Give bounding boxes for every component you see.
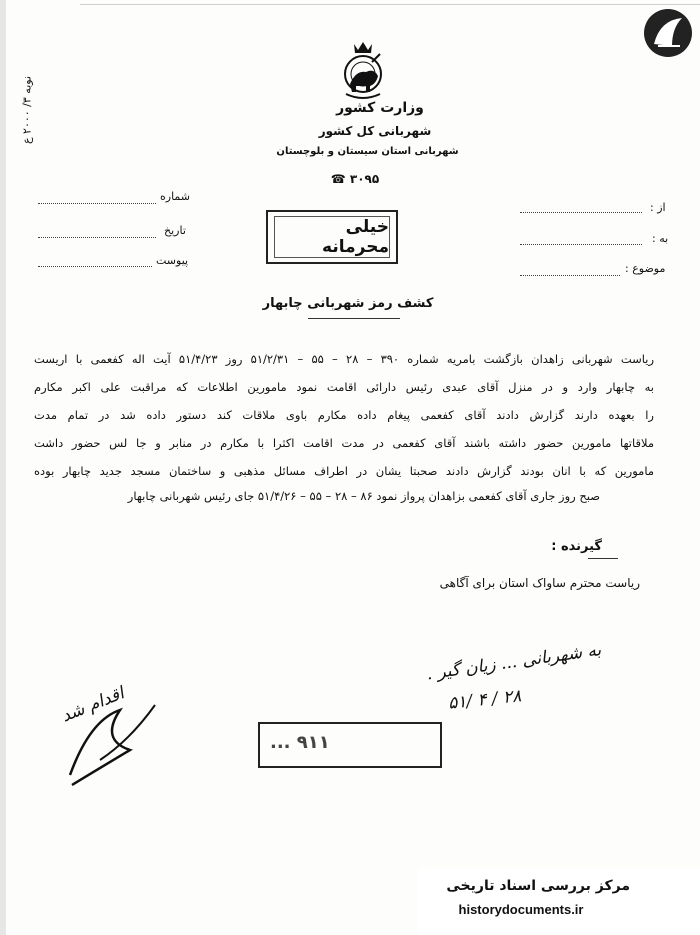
body-line-1: ریاست شهربانی زاهدان بازگشت بامریه شماره ۳۹۰ – ۲۸ – ۵۵ – ۵۱/۲/۳۱ روز ۵۱/۴/۲۳ آیت اله کفعمی با اریست (34, 352, 655, 366)
side-code: نوبه ۳/ ۲۰۰۰ ع (20, 75, 34, 145)
number-label: شماره (160, 190, 191, 203)
ministry-title: وزارت کشور (336, 100, 424, 116)
signature-scrawl (60, 680, 180, 790)
archive-logo-icon (642, 6, 694, 60)
archive-stamp: ۹۱۱ ... (258, 722, 442, 768)
body-line-5: مامورین که با انان بودند گزارش دادند صحبتا یشان در اطراف مسائل مذهبی و ساختمان مسجد جدید چابهار بوده (34, 464, 654, 478)
body-line-2: به چابهار وارد و در منزل آقای عبدی رئیس دارائی اقامت نمود مامورین اطلاعات که مراقبت علی اکبر مکارم (34, 380, 654, 394)
attachment-label: پیوست (156, 254, 189, 267)
document-heading: کشف رمز شهربانی چابهار (262, 296, 434, 311)
body-line-3: را بعهده دارند گزارش دادند آقای کفعمی پیغام داده مکارم باوی ملاقات کند دستور داده شد در تمام مدت (34, 408, 654, 422)
from-label: از : (650, 201, 666, 214)
subject-label: موضوع : (625, 262, 666, 275)
handwritten-margin-note: اقدام شد (58, 683, 127, 727)
handwritten-date: ۲۸ / ۴ /۵۱ (447, 686, 523, 714)
body-line-6: صبح روز جاری آقای کفعمی بزاهدان پرواز نمود ۸۶ – ۲۸ – ۵۵ – ۵۱/۴/۲۶ جای رئیس شهربانی چابهار (127, 489, 600, 503)
watermark-url: historydocuments.ir (458, 902, 584, 917)
to-label: به : (652, 232, 669, 245)
date-label: تاریخ (164, 224, 186, 237)
watermark-title: مرکز بررسی اسناد تاریخی (446, 878, 630, 894)
number-line (38, 203, 156, 204)
attachment-line (38, 266, 152, 267)
date-line (38, 237, 156, 238)
recipient-underline (588, 558, 618, 559)
page-edge (0, 0, 6, 935)
recipient-line: ریاست محترم ساواک استان برای آگاهی (439, 576, 640, 590)
to-line (520, 244, 642, 245)
from-line (520, 212, 642, 213)
lion-and-sun-emblem (336, 40, 390, 102)
handwritten-note: به شهربانی ... زیان گیر . (425, 640, 603, 685)
top-rule (80, 4, 700, 5)
department-title: شهربانی کل کشور (318, 124, 432, 138)
subject-line (520, 275, 620, 276)
letter-number: ۳۰۹۵ ☎ (330, 172, 380, 186)
recipient-heading: گیرنده : (551, 539, 602, 554)
heading-underline (308, 318, 400, 319)
confidential-stamp: خیلی محرمانه (266, 210, 398, 264)
province-title: شهربانی استان سیستان و بلوچستان (276, 146, 459, 157)
body-line-4: ملاقاتها مامورین حضور داشته باشند آقای کفعمی در مدت اقامت اکثرا با مکارم در منابر و جا لس حضور داشت (34, 436, 654, 450)
